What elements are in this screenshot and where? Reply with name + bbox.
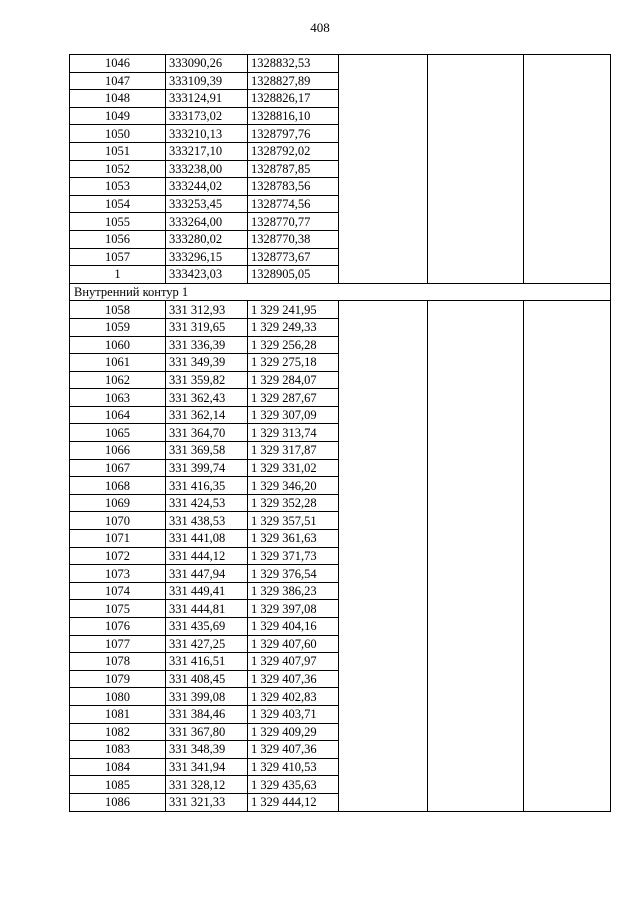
x-coordinate-cell: 331 348,39 bbox=[166, 741, 248, 759]
y-coordinate-cell: 1 329 407,36 bbox=[248, 741, 339, 759]
y-coordinate-cell: 1 329 409,29 bbox=[248, 723, 339, 741]
point-number-cell: 1073 bbox=[70, 565, 166, 583]
y-coordinate-cell: 1 329 357,51 bbox=[248, 512, 339, 530]
y-coordinate-cell: 1 329 346,20 bbox=[248, 477, 339, 495]
point-number-cell: 1057 bbox=[70, 248, 166, 266]
point-number-cell: 1065 bbox=[70, 424, 166, 442]
point-number-cell: 1058 bbox=[70, 301, 166, 319]
x-coordinate-cell: 331 369,58 bbox=[166, 442, 248, 460]
y-coordinate-cell: 1328770,38 bbox=[248, 230, 339, 248]
x-coordinate-cell: 331 321,33 bbox=[166, 793, 248, 811]
x-coordinate-cell: 333238,00 bbox=[166, 160, 248, 178]
point-number-cell: 1052 bbox=[70, 160, 166, 178]
y-coordinate-cell: 1328773,67 bbox=[248, 248, 339, 266]
y-coordinate-cell: 1 329 410,53 bbox=[248, 758, 339, 776]
y-coordinate-cell: 1 329 386,23 bbox=[248, 582, 339, 600]
point-number-cell: 1078 bbox=[70, 653, 166, 671]
x-coordinate-cell: 333296,15 bbox=[166, 248, 248, 266]
point-number-cell: 1086 bbox=[70, 793, 166, 811]
point-number-cell: 1060 bbox=[70, 336, 166, 354]
y-coordinate-cell: 1 329 397,08 bbox=[248, 600, 339, 618]
y-coordinate-cell: 1 329 371,73 bbox=[248, 547, 339, 565]
y-coordinate-cell: 1 329 407,97 bbox=[248, 653, 339, 671]
x-coordinate-cell: 333173,02 bbox=[166, 107, 248, 125]
y-coordinate-cell: 1 329 284,07 bbox=[248, 371, 339, 389]
empty-cell bbox=[339, 301, 428, 811]
x-coordinate-cell: 331 435,69 bbox=[166, 618, 248, 636]
y-coordinate-cell: 1 329 352,28 bbox=[248, 494, 339, 512]
x-coordinate-cell: 331 362,14 bbox=[166, 406, 248, 424]
y-coordinate-cell: 1328774,56 bbox=[248, 195, 339, 213]
x-coordinate-cell: 331 438,53 bbox=[166, 512, 248, 530]
y-coordinate-cell: 1 329 407,60 bbox=[248, 635, 339, 653]
x-coordinate-cell: 331 341,94 bbox=[166, 758, 248, 776]
x-coordinate-cell: 331 408,45 bbox=[166, 670, 248, 688]
coordinates-table bbox=[69, 54, 611, 812]
point-number-cell: 1056 bbox=[70, 230, 166, 248]
y-coordinate-cell: 1328787,85 bbox=[248, 160, 339, 178]
y-coordinate-cell: 1328827,89 bbox=[248, 72, 339, 90]
y-coordinate-cell: 1 329 402,83 bbox=[248, 688, 339, 706]
y-coordinate-cell: 1 329 317,87 bbox=[248, 442, 339, 460]
y-coordinate-cell: 1 329 361,63 bbox=[248, 530, 339, 548]
point-number-cell: 1049 bbox=[70, 107, 166, 125]
x-coordinate-cell: 331 336,39 bbox=[166, 336, 248, 354]
y-coordinate-cell: 1 329 331,02 bbox=[248, 459, 339, 477]
y-coordinate-cell: 1328797,76 bbox=[248, 125, 339, 143]
point-number-cell: 1053 bbox=[70, 178, 166, 196]
point-number-cell: 1072 bbox=[70, 547, 166, 565]
point-number-cell: 1069 bbox=[70, 494, 166, 512]
point-number-cell: 1048 bbox=[70, 90, 166, 108]
x-coordinate-cell: 333253,45 bbox=[166, 195, 248, 213]
x-coordinate-cell: 331 441,08 bbox=[166, 530, 248, 548]
empty-cell bbox=[339, 55, 428, 284]
x-coordinate-cell: 333244,02 bbox=[166, 178, 248, 196]
x-coordinate-cell: 331 447,94 bbox=[166, 565, 248, 583]
point-number-cell: 1063 bbox=[70, 389, 166, 407]
y-coordinate-cell: 1 329 403,71 bbox=[248, 705, 339, 723]
point-number-cell: 1062 bbox=[70, 371, 166, 389]
point-number-cell: 1080 bbox=[70, 688, 166, 706]
x-coordinate-cell: 331 349,39 bbox=[166, 354, 248, 372]
point-number-cell: 1074 bbox=[70, 582, 166, 600]
point-number-cell: 1055 bbox=[70, 213, 166, 231]
y-coordinate-cell: 1328816,10 bbox=[248, 107, 339, 125]
point-number-cell: 1070 bbox=[70, 512, 166, 530]
point-number-cell: 1077 bbox=[70, 635, 166, 653]
x-coordinate-cell: 331 367,80 bbox=[166, 723, 248, 741]
x-coordinate-cell: 331 364,70 bbox=[166, 424, 248, 442]
point-number-cell: 1081 bbox=[70, 705, 166, 723]
point-number-cell: 1061 bbox=[70, 354, 166, 372]
y-coordinate-cell: 1 329 313,74 bbox=[248, 424, 339, 442]
y-coordinate-cell: 1 329 256,28 bbox=[248, 336, 339, 354]
x-coordinate-cell: 333264,00 bbox=[166, 213, 248, 231]
y-coordinate-cell: 1 329 249,33 bbox=[248, 318, 339, 336]
y-coordinate-cell: 1328826,17 bbox=[248, 90, 339, 108]
point-number-cell: 1076 bbox=[70, 618, 166, 636]
point-number-cell: 1085 bbox=[70, 776, 166, 794]
x-coordinate-cell: 331 319,65 bbox=[166, 318, 248, 336]
page-number: 408 bbox=[310, 20, 330, 35]
point-number-cell: 1066 bbox=[70, 442, 166, 460]
y-coordinate-cell: 1328770,77 bbox=[248, 213, 339, 231]
point-number-cell: 1 bbox=[70, 266, 166, 284]
point-number-cell: 1050 bbox=[70, 125, 166, 143]
x-coordinate-cell: 333109,39 bbox=[166, 72, 248, 90]
point-number-cell: 1068 bbox=[70, 477, 166, 495]
x-coordinate-cell: 333124,91 bbox=[166, 90, 248, 108]
x-coordinate-cell: 333280,02 bbox=[166, 230, 248, 248]
x-coordinate-cell: 331 359,82 bbox=[166, 371, 248, 389]
empty-cell bbox=[428, 301, 524, 811]
x-coordinate-cell: 331 416,51 bbox=[166, 653, 248, 671]
x-coordinate-cell: 331 424,53 bbox=[166, 494, 248, 512]
y-coordinate-cell: 1 329 275,18 bbox=[248, 354, 339, 372]
point-number-cell: 1082 bbox=[70, 723, 166, 741]
empty-cell bbox=[524, 55, 611, 284]
table-row bbox=[70, 55, 611, 73]
x-coordinate-cell: 333210,13 bbox=[166, 125, 248, 143]
section-title: Внутренний контур 1 bbox=[70, 283, 611, 301]
x-coordinate-cell: 333423,03 bbox=[166, 266, 248, 284]
point-number-cell: 1047 bbox=[70, 72, 166, 90]
x-coordinate-cell: 331 362,43 bbox=[166, 389, 248, 407]
x-coordinate-cell: 331 444,81 bbox=[166, 600, 248, 618]
coordinates-table-body bbox=[70, 55, 611, 812]
point-number-cell: 1071 bbox=[70, 530, 166, 548]
y-coordinate-cell: 1 329 444,12 bbox=[248, 793, 339, 811]
x-coordinate-cell: 331 444,12 bbox=[166, 547, 248, 565]
x-coordinate-cell: 331 416,35 bbox=[166, 477, 248, 495]
y-coordinate-cell: 1 329 407,36 bbox=[248, 670, 339, 688]
section-header-row bbox=[70, 283, 611, 301]
y-coordinate-cell: 1 329 287,67 bbox=[248, 389, 339, 407]
point-number-cell: 1054 bbox=[70, 195, 166, 213]
x-coordinate-cell: 331 449,41 bbox=[166, 582, 248, 600]
point-number-cell: 1084 bbox=[70, 758, 166, 776]
point-number-cell: 1083 bbox=[70, 741, 166, 759]
x-coordinate-cell: 333217,10 bbox=[166, 142, 248, 160]
point-number-cell: 1064 bbox=[70, 406, 166, 424]
table-row bbox=[70, 301, 611, 319]
y-coordinate-cell: 1 329 404,16 bbox=[248, 618, 339, 636]
x-coordinate-cell: 331 384,46 bbox=[166, 705, 248, 723]
y-coordinate-cell: 1 329 241,95 bbox=[248, 301, 339, 319]
y-coordinate-cell: 1328792,02 bbox=[248, 142, 339, 160]
point-number-cell: 1046 bbox=[70, 55, 166, 73]
x-coordinate-cell: 331 399,08 bbox=[166, 688, 248, 706]
x-coordinate-cell: 331 427,25 bbox=[166, 635, 248, 653]
y-coordinate-cell: 1 329 307,09 bbox=[248, 406, 339, 424]
empty-cell bbox=[524, 301, 611, 811]
point-number-cell: 1075 bbox=[70, 600, 166, 618]
y-coordinate-cell: 1328783,56 bbox=[248, 178, 339, 196]
point-number-cell: 1067 bbox=[70, 459, 166, 477]
x-coordinate-cell: 333090,26 bbox=[166, 55, 248, 73]
point-number-cell: 1051 bbox=[70, 142, 166, 160]
x-coordinate-cell: 331 328,12 bbox=[166, 776, 248, 794]
y-coordinate-cell: 1328832,53 bbox=[248, 55, 339, 73]
x-coordinate-cell: 331 312,93 bbox=[166, 301, 248, 319]
point-number-cell: 1059 bbox=[70, 318, 166, 336]
y-coordinate-cell: 1 329 376,54 bbox=[248, 565, 339, 583]
empty-cell bbox=[428, 55, 524, 284]
y-coordinate-cell: 1 329 435,63 bbox=[248, 776, 339, 794]
y-coordinate-cell: 1328905,05 bbox=[248, 266, 339, 284]
point-number-cell: 1079 bbox=[70, 670, 166, 688]
x-coordinate-cell: 331 399,74 bbox=[166, 459, 248, 477]
